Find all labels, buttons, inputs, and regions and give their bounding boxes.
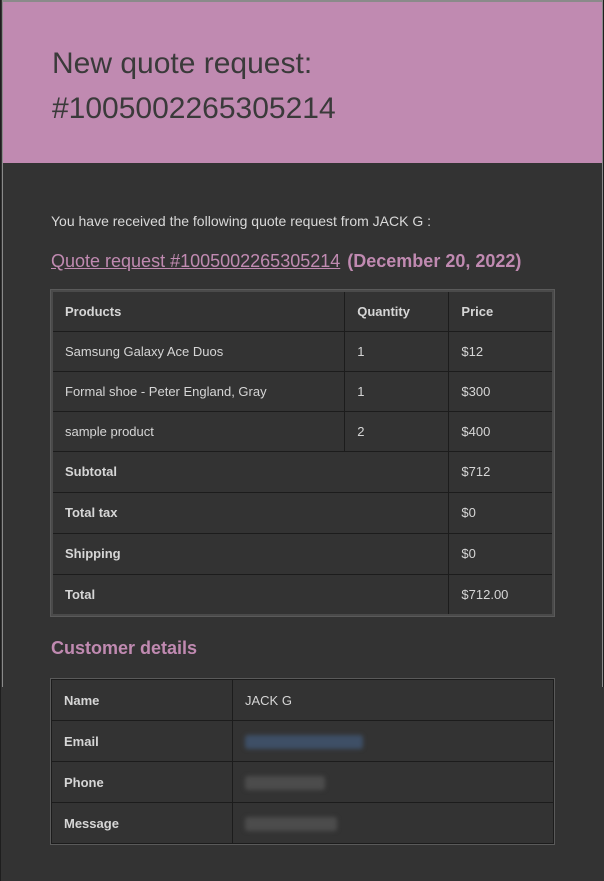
shipping-label: Shipping — [52, 533, 449, 574]
title-line-2: #1005002265305214 — [52, 92, 336, 125]
title-line-1: New quote request: — [52, 47, 313, 80]
product-name: sample product — [52, 411, 345, 451]
product-price: $400 — [449, 411, 553, 451]
customer-phone-value — [233, 762, 554, 803]
customer-details-title: Customer details — [51, 638, 198, 658]
customer-message-row — [52, 803, 554, 844]
total-tax-value: $0 — [449, 492, 553, 533]
redacted-phone — [245, 776, 325, 790]
product-quantity: 1 — [345, 331, 449, 371]
customer-message-label: Message — [52, 803, 233, 844]
customer-name-row — [52, 680, 554, 721]
customer-name-value: JACK G — [233, 680, 554, 721]
table-row — [52, 411, 553, 451]
total-tax-row — [52, 492, 553, 533]
product-quantity: 2 — [345, 411, 449, 451]
product-name: Formal shoe - Peter England, Gray — [52, 371, 345, 411]
total-label: Total — [52, 574, 449, 615]
col-header-price: Price — [449, 291, 553, 331]
quote-heading — [51, 249, 521, 273]
order-table-header-row — [52, 291, 553, 331]
customer-phone-label: Phone — [52, 762, 233, 803]
subtotal-value: $712 — [449, 451, 553, 492]
table-row — [52, 331, 553, 371]
product-price: $12 — [449, 331, 553, 371]
product-quantity: 1 — [345, 371, 449, 411]
customer-email-label: Email — [52, 721, 233, 762]
customer-name-label: Name — [52, 680, 233, 721]
subtotal-label: Subtotal — [52, 451, 449, 492]
product-price: $300 — [449, 371, 553, 411]
col-header-products: Products — [52, 291, 345, 331]
customer-message-value — [233, 803, 554, 844]
customer-phone-row — [52, 762, 554, 803]
product-name: Samsung Galaxy Ace Duos — [52, 331, 345, 371]
email-header — [2, 0, 603, 163]
total-value: $712.00 — [449, 574, 553, 615]
customer-email-row — [52, 721, 554, 762]
quote-date: (December 20, 2022) — [347, 251, 522, 271]
shipping-value: $0 — [449, 533, 553, 574]
intro-text: You have received the following quote request from JACK G : — [51, 213, 432, 229]
redacted-email — [245, 735, 363, 749]
table-row — [52, 371, 553, 411]
subtotal-row — [52, 451, 553, 492]
customer-email-value[interactable] — [233, 721, 554, 762]
redacted-message — [245, 817, 337, 831]
total-row — [52, 574, 553, 615]
email-title — [52, 41, 552, 131]
customer-details-table — [51, 679, 554, 844]
quote-request-link[interactable]: Quote request #1005002265305214 — [51, 251, 341, 271]
total-tax-label: Total tax — [52, 492, 449, 533]
col-header-quantity: Quantity — [345, 291, 449, 331]
order-table — [51, 290, 554, 616]
shipping-row — [52, 533, 553, 574]
